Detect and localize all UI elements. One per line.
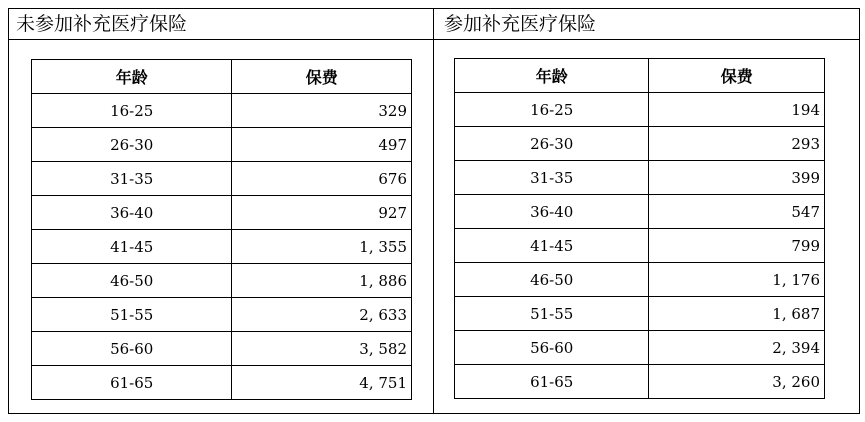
table-row <box>32 128 412 162</box>
table-row <box>455 297 825 331</box>
age-cell: 26-30 <box>32 128 232 162</box>
age-cell: 56-60 <box>455 331 649 365</box>
table-row <box>32 264 412 298</box>
age-cell: 61-65 <box>32 366 232 400</box>
table-row <box>455 93 825 127</box>
table-row <box>32 332 412 366</box>
column-header-age: 年龄 <box>455 59 649 93</box>
column-divider <box>433 8 434 414</box>
table-row <box>455 229 825 263</box>
table-row <box>455 263 825 297</box>
age-cell: 36-40 <box>455 195 649 229</box>
premium-table-with-supplementary <box>454 58 825 399</box>
premium-cell: 676 <box>232 162 412 196</box>
table-row <box>455 195 825 229</box>
premium-cell: 3, 260 <box>649 365 825 399</box>
premium-cell: 1, 687 <box>649 297 825 331</box>
table-row <box>32 230 412 264</box>
age-cell: 41-45 <box>455 229 649 263</box>
premium-cell: 799 <box>649 229 825 263</box>
panel-title-without-supplementary: 未参加补充医疗保险 <box>16 13 188 35</box>
premium-cell: 4, 751 <box>232 366 412 400</box>
premium-cell: 497 <box>232 128 412 162</box>
table-row <box>455 331 825 365</box>
premium-cell: 399 <box>649 161 825 195</box>
premium-cell: 547 <box>649 195 825 229</box>
table-row <box>32 366 412 400</box>
premium-cell: 329 <box>232 94 412 128</box>
premium-cell: 293 <box>649 127 825 161</box>
premium-cell: 927 <box>232 196 412 230</box>
premium-cell: 2, 633 <box>232 298 412 332</box>
age-cell: 16-25 <box>32 94 232 128</box>
header-divider <box>8 39 860 40</box>
table-row <box>32 298 412 332</box>
age-cell: 46-50 <box>455 263 649 297</box>
age-cell: 31-35 <box>455 161 649 195</box>
panel-title-with-supplementary: 参加补充医疗保险 <box>444 13 597 35</box>
table-row <box>32 94 412 128</box>
age-cell: 16-25 <box>455 93 649 127</box>
premium-cell: 1, 886 <box>232 264 412 298</box>
table-row <box>455 161 825 195</box>
premium-cell: 194 <box>649 93 825 127</box>
age-cell: 56-60 <box>32 332 232 366</box>
column-header-premium: 保费 <box>232 60 412 94</box>
table-row <box>455 365 825 399</box>
age-cell: 61-65 <box>455 365 649 399</box>
age-cell: 26-30 <box>455 127 649 161</box>
premium-cell: 1, 355 <box>232 230 412 264</box>
table-header-row <box>32 60 412 94</box>
table-row <box>32 196 412 230</box>
column-header-age: 年龄 <box>32 60 232 94</box>
age-cell: 41-45 <box>32 230 232 264</box>
table-row <box>32 162 412 196</box>
age-cell: 31-35 <box>32 162 232 196</box>
age-cell: 51-55 <box>32 298 232 332</box>
column-header-premium: 保费 <box>649 59 825 93</box>
premium-cell: 3, 582 <box>232 332 412 366</box>
table-row <box>455 127 825 161</box>
table-header-row <box>455 59 825 93</box>
premium-cell: 2, 394 <box>649 331 825 365</box>
premium-table-without-supplementary <box>31 59 412 400</box>
age-cell: 46-50 <box>32 264 232 298</box>
age-cell: 51-55 <box>455 297 649 331</box>
age-cell: 36-40 <box>32 196 232 230</box>
premium-cell: 1, 176 <box>649 263 825 297</box>
